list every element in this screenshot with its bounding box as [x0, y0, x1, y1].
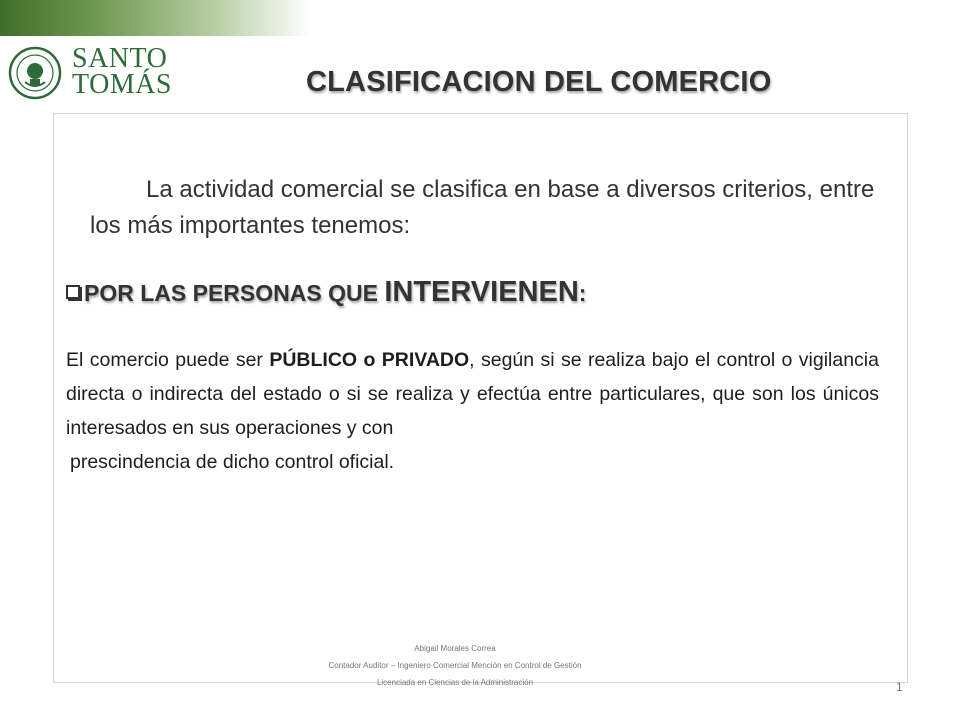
body-last-line: prescindencia de dicho control oficial. [70, 451, 395, 473]
bullet-heading-emphasis: INTERVIENEN [384, 276, 579, 308]
logo-wordmark [72, 43, 173, 100]
bullet-heading-colon: : [578, 280, 587, 306]
body-text-bold: PÚBLICO o PRIVADO [269, 349, 470, 371]
top-accent-bar [0, 0, 310, 36]
intro-paragraph: La actividad comercial se clasifica en base a diversos criterios, entre los más importantes tenemos: [90, 176, 875, 239]
page-number: 1 [896, 680, 903, 694]
logo-line-2: TOMÁS [72, 69, 173, 100]
checkbox-bullet-icon [66, 285, 80, 299]
body-text-start: El comercio puede ser [66, 349, 270, 371]
footer-author: Abigail Morales Correa [414, 644, 496, 653]
body-paragraph [66, 343, 879, 445]
footer-title: Contador Auditor – Ingeniero Comercial Mención en Control de Gestión [328, 661, 582, 670]
logo-line-1: SANTO [72, 43, 168, 74]
body-text-rest: , según si se realiza bajo el control o vigilancia directa o indirecta del estado o si se realiza y efectúa entre particulares, que son los únicos interesados en sus operaciones y con [66, 349, 879, 439]
seal-icon [8, 44, 62, 102]
santo-tomas-logo [8, 43, 173, 104]
footer-degree: Licenciada en Ciencias de la Administración [376, 678, 534, 687]
bullet-heading [66, 276, 666, 309]
bullet-heading-text: POR LAS PERSONAS QUE [84, 280, 385, 306]
footer-credits [260, 640, 650, 691]
slide-title: CLASIFICACION DEL COMERCIO [306, 66, 772, 98]
